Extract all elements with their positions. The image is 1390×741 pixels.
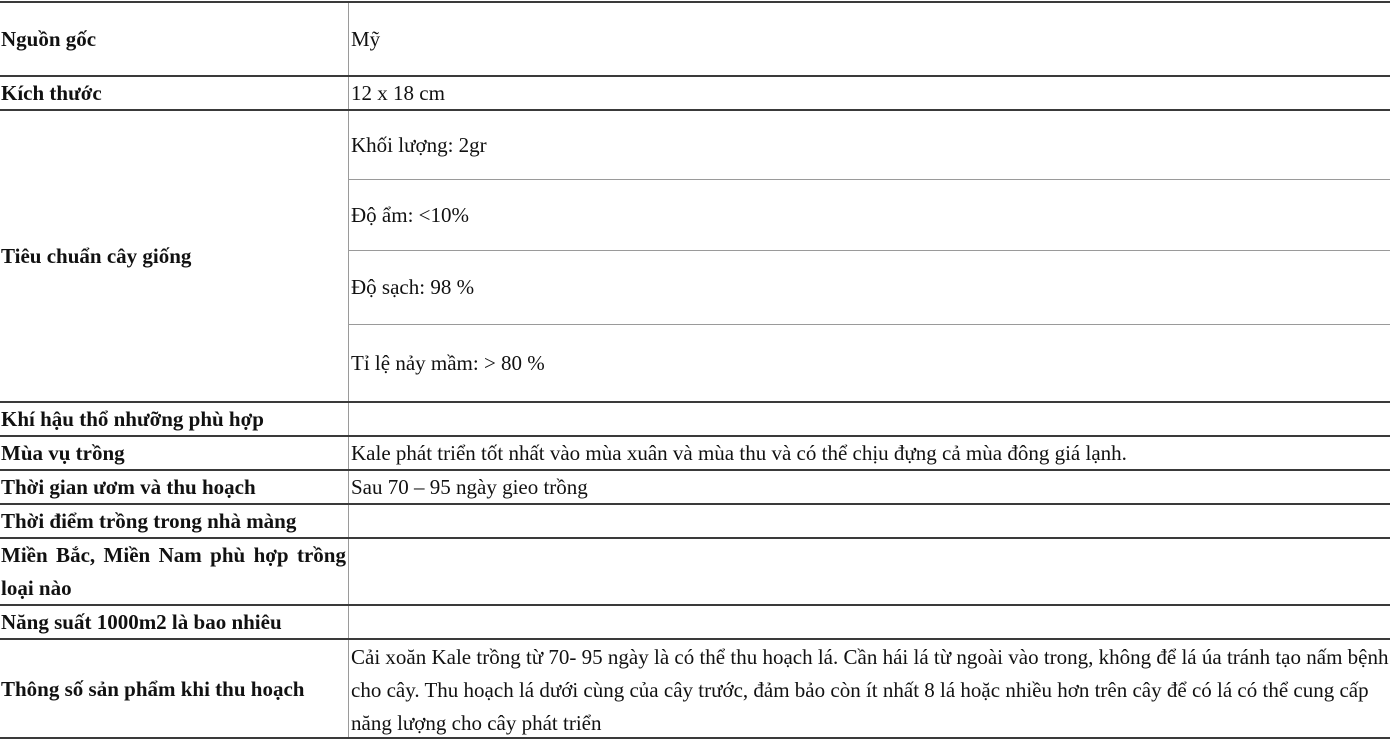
row-value [349,403,1390,436]
row-value: Sau 70 – 95 ngày gieo trồng [351,475,588,499]
table-row [0,469,1390,504]
row-sub-value: Khối lượng: 2gr [351,132,487,157]
row-label: Nguồn gốc [0,3,349,76]
row-sub-value: Độ sạch: 98 % [349,250,1390,324]
row-label: Kích thước [0,77,349,110]
table-row [0,109,1390,402]
row-value: Kale phát triển tốt nhất vào mùa xuân và mùa thu và có thể chịu đựng cả mùa đông giá lạnh. [351,441,1127,465]
table-row [0,401,1390,436]
row-label: Năng suất 1000m2 là bao nhiêu [0,606,349,639]
row-value [349,606,1390,639]
row-label-wrapper [0,539,349,605]
row-label: Mùa vụ trồng [0,437,349,470]
row-label: Khí hậu thổ nhưỡng phù hợp [0,403,349,436]
row-value [349,505,1390,538]
table-row [0,75,1390,110]
row-value: Mỹ [351,27,381,51]
table-row [0,1,1390,76]
table-row [0,604,1390,639]
row-value: 12 x 18 cm [351,81,445,105]
row-label: Miền Bắc, Miền Nam phù hợp trồng loại nào [1,543,346,600]
row-sub-value: Độ ẩm: <10% [349,179,1390,250]
row-label: Tiêu chuẩn cây giống [0,111,349,402]
row-sub-value: Tỉ lệ nảy mầm: > 80 % [349,324,1390,402]
table-row [0,638,1390,738]
table-row [0,537,1390,605]
table-row [0,503,1390,538]
table-row [0,435,1390,470]
row-value [349,539,1390,605]
row-label: Thời gian ươm và thu hoạch [0,471,349,504]
table-bottom-border [0,737,1390,739]
row-label: Thông số sản phẩm khi thu hoạch [0,640,349,738]
row-value: Cải xoăn Kale trồng từ 70- 95 ngày là có thể thu hoạch lá. Cần hái lá từ ngoài vào trong, không để lá úa tránh tạo nấm bệnh cho cây. Thu hoạch lá dưới cùng của cây trước, đảm bảo còn ít nhất 8 lá hoặc nhiều hơn trên cây để có lá có thể cung cấp năng lượng cho cây phát triển [351,645,1389,735]
row-label: Thời điểm trồng trong nhà màng [0,505,349,538]
